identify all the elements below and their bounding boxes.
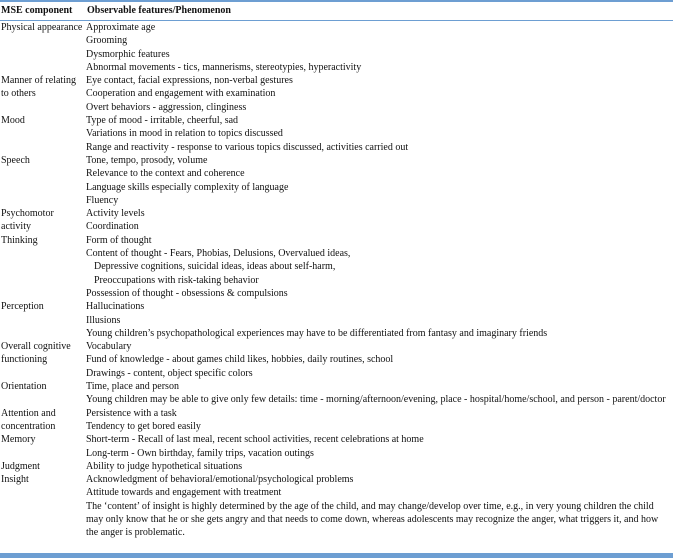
feature-line: Overt behaviors - aggression, clinginess <box>86 101 247 113</box>
component-cell: Memory <box>1 434 36 446</box>
feature-line: Attitude towards and engagement with treatment <box>86 487 282 499</box>
table-row <box>0 154 673 207</box>
table-row <box>0 340 673 380</box>
component-cell: Judgment <box>1 460 40 472</box>
feature-line: Cooperation and engagement with examination <box>86 88 276 100</box>
table-bottom-rule <box>0 553 673 558</box>
component-cell: Insight <box>1 474 29 486</box>
table-row <box>0 207 673 234</box>
feature-line: The ‘content’ of insight is highly determined by the age of the child, and may change/develop over time, e.g., in very young children the child may only know that he or she gets angry and that needs to come down, whereas adolescents may recognize the anger, what triggers it, and how the anger is problematic. <box>86 500 659 539</box>
feature-line: Ability to judge hypothetical situations <box>86 460 243 472</box>
features-cell <box>86 433 672 460</box>
feature-line: Illusions <box>86 314 121 326</box>
features-cell <box>86 460 672 473</box>
feature-line: Relevance to the context and coherence <box>86 168 245 180</box>
table-row <box>0 473 673 539</box>
component-cell: Overall cognitive functioning <box>1 341 71 366</box>
features-cell <box>86 234 672 300</box>
features-cell <box>86 407 672 434</box>
feature-line: Activity levels <box>86 208 145 220</box>
feature-line: Acknowledgment of behavioral/emotional/psychological problems <box>86 474 354 486</box>
feature-line: Young children’s psychopathological experiences may have to be differentiated from fantasy and imaginary friends <box>86 327 548 339</box>
feature-line: Fund of knowledge - about games child likes, hobbies, daily routines, school <box>86 354 394 366</box>
header-mse-component: MSE component <box>1 5 73 16</box>
features-cell <box>86 207 672 234</box>
table-row <box>0 234 673 300</box>
component-cell: Speech <box>1 154 30 166</box>
table-row <box>0 407 673 434</box>
header-observable-features: Observable features/Phenomenon <box>87 5 231 16</box>
feature-line: Eye contact, facial expressions, non-verbal gestures <box>86 75 293 87</box>
feature-line: Form of thought <box>86 234 152 246</box>
features-cell <box>86 74 672 114</box>
feature-line: Vocabulary <box>86 341 132 353</box>
feature-line: Tendency to get bored easily <box>86 420 201 432</box>
feature-line: Language skills especially complexity of language <box>86 181 289 193</box>
component-cell: Perception <box>1 301 44 313</box>
table-row <box>0 460 673 473</box>
features-cell <box>86 154 672 207</box>
features-cell <box>86 114 672 154</box>
feature-line: Content of thought - Fears, Phobias, Delusions, Overvalued ideas, <box>86 248 351 260</box>
table-header <box>0 2 673 21</box>
table-row <box>0 380 673 407</box>
table-row <box>0 74 673 114</box>
feature-line: Range and reactivity - response to various topics discussed, activities carried out <box>86 141 409 153</box>
features-cell <box>86 340 672 380</box>
table-row <box>0 21 673 74</box>
table-body <box>0 21 673 540</box>
feature-line: Long-term - Own birthday, family trips, vacation outings <box>86 447 314 459</box>
component-cell: Mood <box>1 115 25 127</box>
feature-line: Approximate age <box>86 22 156 33</box>
feature-line: Preoccupations with risk-taking behavior <box>94 274 259 286</box>
feature-line: Possession of thought - obsessions & compulsions <box>86 287 288 299</box>
features-cell <box>86 300 672 340</box>
feature-line: Fluency <box>86 194 119 206</box>
feature-line: Persistence with a task <box>86 407 177 419</box>
feature-line: Abnormal movements - tics, mannerisms, stereotypies, hyperactivity <box>86 61 362 73</box>
feature-line: Type of mood - irritable, cheerful, sad <box>86 115 239 127</box>
feature-line: Tone, tempo, prosody, volume <box>86 154 208 166</box>
feature-line: Grooming <box>86 35 128 47</box>
feature-line: Young children may be able to give only few details: time - morning/afternoon/evening, place - hospital/home/school, and person - parent/doctor <box>86 394 666 406</box>
component-cell: Manner of relating to others <box>1 75 76 100</box>
component-cell: Thinking <box>1 234 38 246</box>
feature-line: Drawings - content, object specific colors <box>86 367 253 379</box>
features-cell <box>86 21 672 74</box>
component-cell: Physical appearance <box>1 22 83 33</box>
component-cell: Orientation <box>1 381 47 393</box>
feature-line: Short-term - Recall of last meal, recent school activities, recent celebrations at home <box>86 434 424 446</box>
feature-line: Dysmorphic features <box>86 48 170 60</box>
component-cell: Attention and concentration <box>1 407 56 432</box>
table-row <box>0 114 673 154</box>
feature-line: Variations in mood in relation to topics discussed <box>86 128 283 140</box>
features-cell <box>86 380 672 407</box>
feature-line: Hallucinations <box>86 301 145 313</box>
table-row <box>0 300 673 340</box>
feature-line: Time, place and person <box>86 381 179 393</box>
feature-line: Coordination <box>86 221 139 233</box>
features-cell <box>86 473 672 539</box>
table-row <box>0 433 673 460</box>
feature-line: Depressive cognitions, suicidal ideas, ideas about self-harm, <box>94 261 336 273</box>
component-cell: Psychomotor activity <box>1 208 54 233</box>
